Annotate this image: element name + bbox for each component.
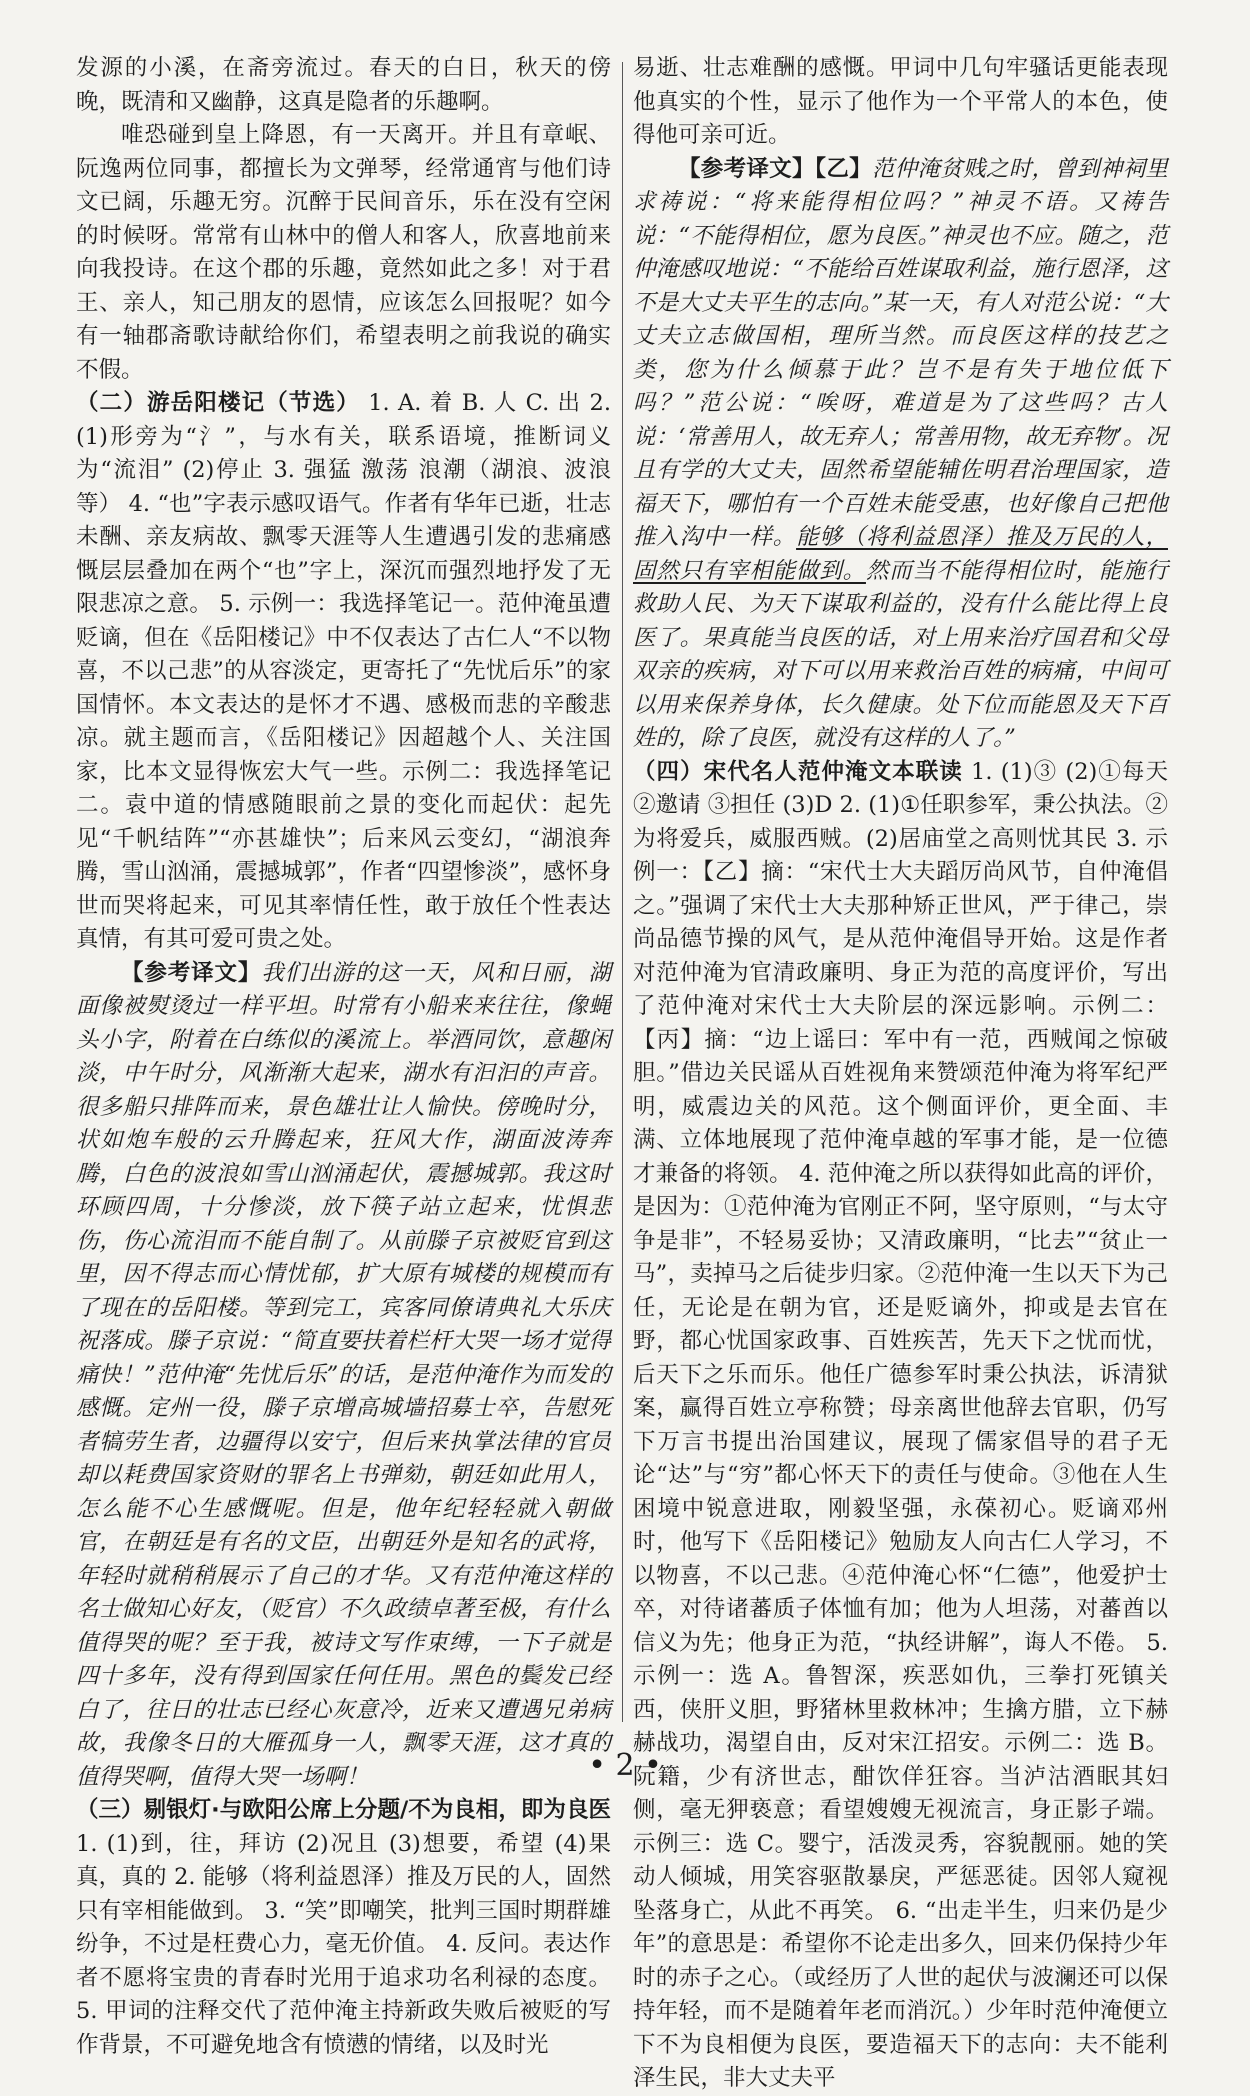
- right-column: [633, 52, 1168, 2091]
- answer-page: [76, 52, 1168, 2091]
- section-two-title: （二）游岳阳楼记（节选）: [76, 390, 360, 416]
- translation-body-a: 范仲淹贫贱之时，曾到神祠里求祷说：“将来能得相位吗？”神灵不语。又祷告说：“不能得相位，愿为良医。”神灵也不应。随之，范仲淹感叹地说：“不能给百姓谋取利益，施行恩泽，这不是大丈夫平生的志向。”某一天，有人对范公说：“大丈夫立志做国相，理所当然。而良医这样的技艺之类，您为什么倾慕于此？岂不是有失于地位低下吗？”范公说：“唉呀，难道是为了这些吗？古人说：‘常善用人，故无弃人；常善用物，故无弃物’。况且有学的大丈夫，固然希望能辅佐明君治理国家，造福天下，哪怕有一个百姓未能受惠，也好像自己把他推入沟中一样。: [633, 155, 1168, 550]
- reference-translation-body: 我们出游的这一天，风和日丽，湖面像被熨烫过一样平坦。时常有小船来来往往，像蝇头小字，附着在白练似的溪流上。举酒同饮，意趣闲淡，中午时分，风渐渐大起来，湖水有汩汩的声音。很多船只排阵而来，景色雄壮让人愉快。傍晚时分，状如炮车般的云升腾起来，狂风大作，湖面波涛奔腾，白色的波浪如雪山汹涌起伏，震撼城郭。我这时环顾四周，十分惨淡，放下筷子站立起来，忧惧悲伤，伤心流泪而不能自制了。从前滕子京被贬官到这里，因不得志而心情忧郁，扩大原有城楼的规模而有了现在的岳阳楼。等到完工，宾客同僚请典礼大乐庆祝落成。滕子京说：“简直要扶着栏杆大哭一场才觉得痛快！”范仲淹“先忧后乐”的话，是范仲淹作为而发的感慨。定州一役，滕子京增高城墙招募士卒，告慰死者犒劳生者，边疆得以安宁，但后来执掌法律的官员却以耗费国家资财的罪名上书弹劾，朝廷如此用人，怎么能不心生感慨呢。但是，他年纪轻轻就入朝做官，在朝廷是有名的文臣，出朝廷外是知名的武将，年轻时就稍稍展示了自己的才华。又有范仲淹这样的名士做知心好友，（贬官）不久政绩卓著至极，有什么值得哭的呢？至于我，被诗文写作束缚，一下子就是四十多年，没有得到国家任何任用。黑色的鬓发已经白了，往日的壮志已经心灰意冷，近来又遭遇兄弟病故，我像冬日的大雁孤身一人，飘零天涯，这才真的值得哭啊，值得大哭一场啊！: [76, 959, 611, 1790]
- translation-paragraph: 唯恐碰到皇上降恩，有一天离开。并且有章岷、阮逸两位同事，都擅长为文弹琴，经常通宵与他们诗文已阔，乐趣无穷。沉醉于民间音乐，乐在没有空闲的时候呀。常常有山林中的僧人和客人，欣喜地前来向我投诗。在这个郡的乐趣，竟然如此之多！对于君王、亲人，知己朋友的恩情，应该怎么回报呢？如今有一轴郡斋歌诗献给你们，希望表明之前我说的确实不假。: [76, 122, 611, 383]
- underlined-sentence: 能够（将利益恩泽）推及万民的人，固然只有宰相能做到。: [633, 524, 1168, 584]
- section-four-title: （四）宋代名人范仲淹文本联读: [633, 758, 963, 785]
- reference-translation-label: 【参考译文】: [121, 959, 262, 986]
- column-divider: [622, 62, 623, 1722]
- section-three-continued: 易逝、壮志难酬的感慨。甲词中几句牢骚话更能表现他真实的个性，显示了他作为一个平常人的本色，使得他可亲可近。: [633, 55, 1168, 148]
- section-three-answers: [76, 1794, 611, 2062]
- section-three-body: 1. (1)到，往，拜访 (2)况且 (3)想要，希望 (4)果真，真的 2. 能够（将利益恩泽）推及万民的人，固然只有宰相能做到。 3. “笑”即嘲笑，批判三国时期群雄纷争，不过是枉费心力，毫无价值。 4. 反问。表达作者不愿将宝贵的青春时光用于追求功名利禄的态度。 5. 甲词的注释交代了范仲淹主持新政失败后被贬的写作背景，不可避免地含有愤懑的情绪，以及时光: [76, 1830, 611, 2058]
- section-three-translation: [633, 153, 1168, 756]
- translation-continued-paragraph: 发源的小溪，在斋旁流过。春天的白日，秋天的傍晚，既清和又幽静，这真是隐者的乐趣啊。: [76, 55, 611, 115]
- reference-translation-label-b: 【参考译文】【乙】: [678, 155, 872, 182]
- section-four-answers: [633, 756, 1168, 2096]
- section-four-body: 1. (1)③ (2)①每天 ②邀请 ③担任 (3)D 2. (1)①任职参军，秉公执法。②为将爱兵，威服西贼。(2)居庙堂之高则忧其民 3. 示例一：【乙】摘：“宋代士大夫蹈厉尚风节，自仲淹倡之。”强调了宋代士大夫那种矫正世风，严于律己，崇尚品德节操的风气，是从范仲淹倡导开始。这是作者对范仲淹为官清政廉明、身正为范的高度评价，写出了范仲淹对宋代士大夫阶层的深远影响。示例二：【丙】摘：“边上谣曰：军中有一范，西贼闻之惊破胆。”借边关民谣从百姓视角来赞颂范仲淹为将军纪严明，威震边关的风范。这个侧面评价，更全面、丰满、立体地展现了范仲淹卓越的军事才能，是一位德才兼备的将领。 4. 范仲淹之所以获得如此高的评价，是因为：①范仲淹为官刚正不阿，坚守原则，“与太守争是非”，不轻易妥协；又清政廉明，“比去”“贫止一马”，卖掉马之后徒步归家。②范仲淹一生以天下为己任，无论是在朝为官，还是贬谪外，抑或是去官在野，都心忧国家政事、百姓疾苦，先天下之忧而忧，后天下之乐而乐。他任广德参军时秉公执法，诉清狱案，赢得百姓立亭称赞；母亲离世他辞去官职，仍写下万言书提出治国建议，展现了儒家倡导的君子无论“达”与“穷”都心怀天下的责任与使命。③他在人生困境中锐意进取，刚毅坚强，永葆初心。贬谪邓州时，他写下《岳阳楼记》勉励友人向古仁人学习，不以物喜，不以己悲。④范仲淹心怀“仁德”，他爱护士卒，对待诸蕃质子体恤有加；他为人坦荡，对蕃酋以信义为先；他身正为范，“执经讲解”，诲人不倦。 5. 示例一：选 A。鲁智深，疾恶如仇，三拳打死镇关西，侠肝义胆，野猪林里救林冲；生擒方腊，立下赫赫战功，渴望自由，反对宋江招安。示例二：选 B。阮籍，少有济世志，酣饮佯狂容。当泸沽酒眠其妇侧，毫无狎亵意；看望嫂嫂无视流言，身正影子端。示例三：选 C。婴宁，活泼灵秀，容貌靓丽。她的笑动人倾城，用笑容驱散暴戾，严惩恶徒。因邻人窥视坠落身亡，从此不再笑。 6. “出走半生，归来仍是少年”的意思是：希望你不论走出多久，回来仍保持少年时的赤子之心。（或经历了人世的起伏与波澜还可以保持年轻，而不是随着年老而消沉。）少年时范仲淹便立下不为良相便为良医，要造福天下的志向：夫不能利泽生民，非大丈夫平: [633, 758, 1168, 2091]
- left-column: [76, 52, 611, 2058]
- section-two-body: 1. A. 着 B. 人 C. 出 2. (1)形旁为“氵”，与水有关，联系语境，推断词义为“流泪” (2)停止 3. 强猛 激荡 浪潮（湖浪、波浪等） 4. “也”字表示感叹语气。作者有华年已逝，壮志未酬、亲友病故、飘零天涯等人生遭遇引发的悲痛感慨层层叠加在两个“也”字上，深沉而强烈地抒发了无限悲凉之意。 5. 示例一：我选择笔记一。范仲淹虽遭贬谪，但在《岳阳楼记》中不仅表达了古仁人“不以物喜，不以己悲”的从容淡定，更寄托了“先忧后乐”的家国情怀。本文表达的是怀才不遇、感极而悲的辛酸悲凉。就主题而言，《岳阳楼记》因超越个人、关注国家，比本文显得恢宏大气一些。示例二：我选择笔记二。袁中道的情感随眼前之景的变化而起伏：起先见“千帆结阵”“亦甚雄快”；后来风云变幻，“湖浪奔腾，雪山汹涌，震撼城郭”，作者“四望惨淡”，感怀身世而哭将起来，可见其率情任性，敢于放任个性表达真情，有其可爱可贵之处。: [76, 390, 611, 952]
- section-two-translation: [76, 957, 611, 1795]
- translation-body-b: 然而当不能得相位时，能施行救助人民、为天下谋取利益的，没有什么能比得上良医了。果真能当良医的话，对上用来治疗国君和父母双亲的疾病，对下可以用来救治百姓的病痛，中间可以用来保养身体，长久健康。处下位而能恩及天下百姓的，除了良医，就没有这样的人了。”: [633, 557, 1168, 751]
- page-number: • 2 •: [588, 1748, 662, 1783]
- section-three-title: （三）剔银灯·与欧阳公席上分题/不为良相，即为良医: [76, 1797, 611, 1823]
- section-two-answers: [76, 387, 611, 957]
